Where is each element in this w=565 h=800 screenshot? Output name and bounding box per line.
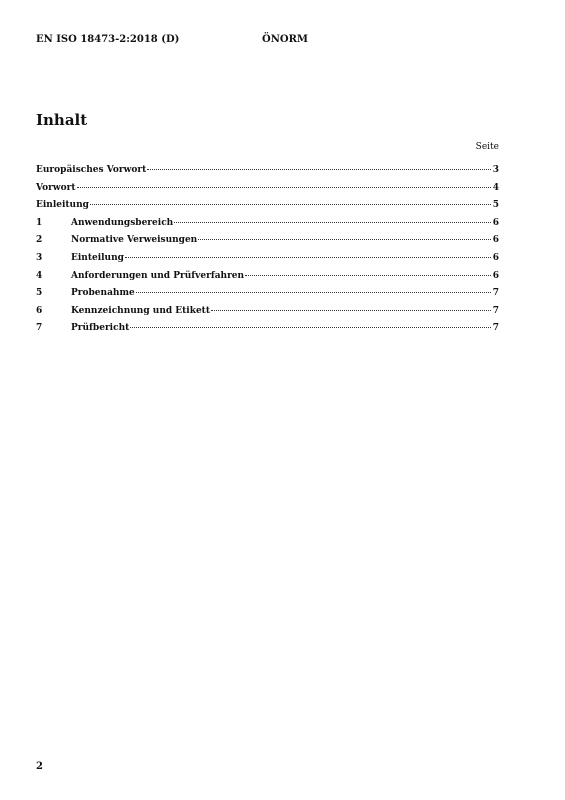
toc-page-number: 6 (492, 252, 499, 263)
toc-leader (174, 222, 491, 223)
toc-leader (90, 204, 491, 205)
toc-label: Vorwort (36, 182, 76, 193)
brand-label: ÖNORM (262, 34, 308, 45)
toc-leader (211, 310, 491, 311)
toc-page-number: 7 (492, 305, 499, 316)
toc-entry-pruefbericht[interactable] (36, 323, 499, 341)
toc-page-number: 5 (492, 200, 499, 211)
toc-leader (245, 275, 491, 276)
toc-section-number: 7 (36, 323, 43, 334)
toc-section-number: 6 (36, 305, 43, 316)
page-column-label: Seite (475, 142, 499, 152)
toc-page-number: 7 (492, 323, 499, 334)
toc-page-number: 4 (492, 182, 499, 193)
toc-entry-kennzeichnung-und-etikett[interactable] (36, 306, 499, 324)
toc-label: Einleitung (36, 200, 89, 211)
toc-leader (136, 292, 491, 293)
toc-entry-normative-verweisungen[interactable] (36, 235, 499, 253)
toc-entry-europaeisches-vorwort[interactable] (36, 165, 499, 183)
page-number: 2 (36, 761, 43, 772)
toc-label: Normative Verweisungen (71, 235, 198, 246)
page-title: Inhalt (36, 111, 88, 129)
table-of-contents (36, 165, 499, 341)
toc-leader (198, 239, 491, 240)
toc-page-number: 6 (492, 217, 499, 228)
toc-entry-anwendungsbereich[interactable] (36, 218, 499, 236)
toc-page-number: 3 (492, 165, 499, 175)
toc-section-number: 3 (36, 252, 43, 263)
toc-entry-anforderungen-und-pruefverfahren[interactable] (36, 271, 499, 289)
toc-label: Kennzeichnung und Etikett (71, 305, 210, 316)
toc-entry-einteilung[interactable] (36, 253, 499, 271)
toc-label: Probenahme (71, 288, 135, 299)
toc-leader (147, 169, 490, 170)
toc-label: Einteilung (71, 252, 124, 263)
toc-entry-probenahme[interactable] (36, 288, 499, 306)
toc-section-number: 2 (36, 235, 43, 246)
toc-leader (125, 257, 491, 258)
toc-label: Prüfbericht (71, 323, 130, 334)
toc-page-number: 6 (492, 235, 499, 246)
toc-page-number: 7 (492, 288, 499, 299)
toc-leader (130, 327, 490, 328)
toc-label: Europäisches Vorwort (36, 165, 147, 175)
toc-section-number: 5 (36, 288, 43, 299)
toc-section-number: 4 (36, 270, 43, 281)
toc-page-number: 6 (492, 270, 499, 281)
toc-label: Anforderungen und Prüfverfahren (71, 270, 245, 281)
toc-label: Anwendungsbereich (71, 217, 174, 228)
toc-leader (77, 187, 491, 188)
toc-section-number: 1 (36, 217, 43, 228)
toc-entry-einleitung[interactable] (36, 200, 499, 218)
toc-entry-vorwort[interactable] (36, 183, 499, 201)
document-id: EN ISO 18473-2:2018 (D) (36, 34, 180, 45)
